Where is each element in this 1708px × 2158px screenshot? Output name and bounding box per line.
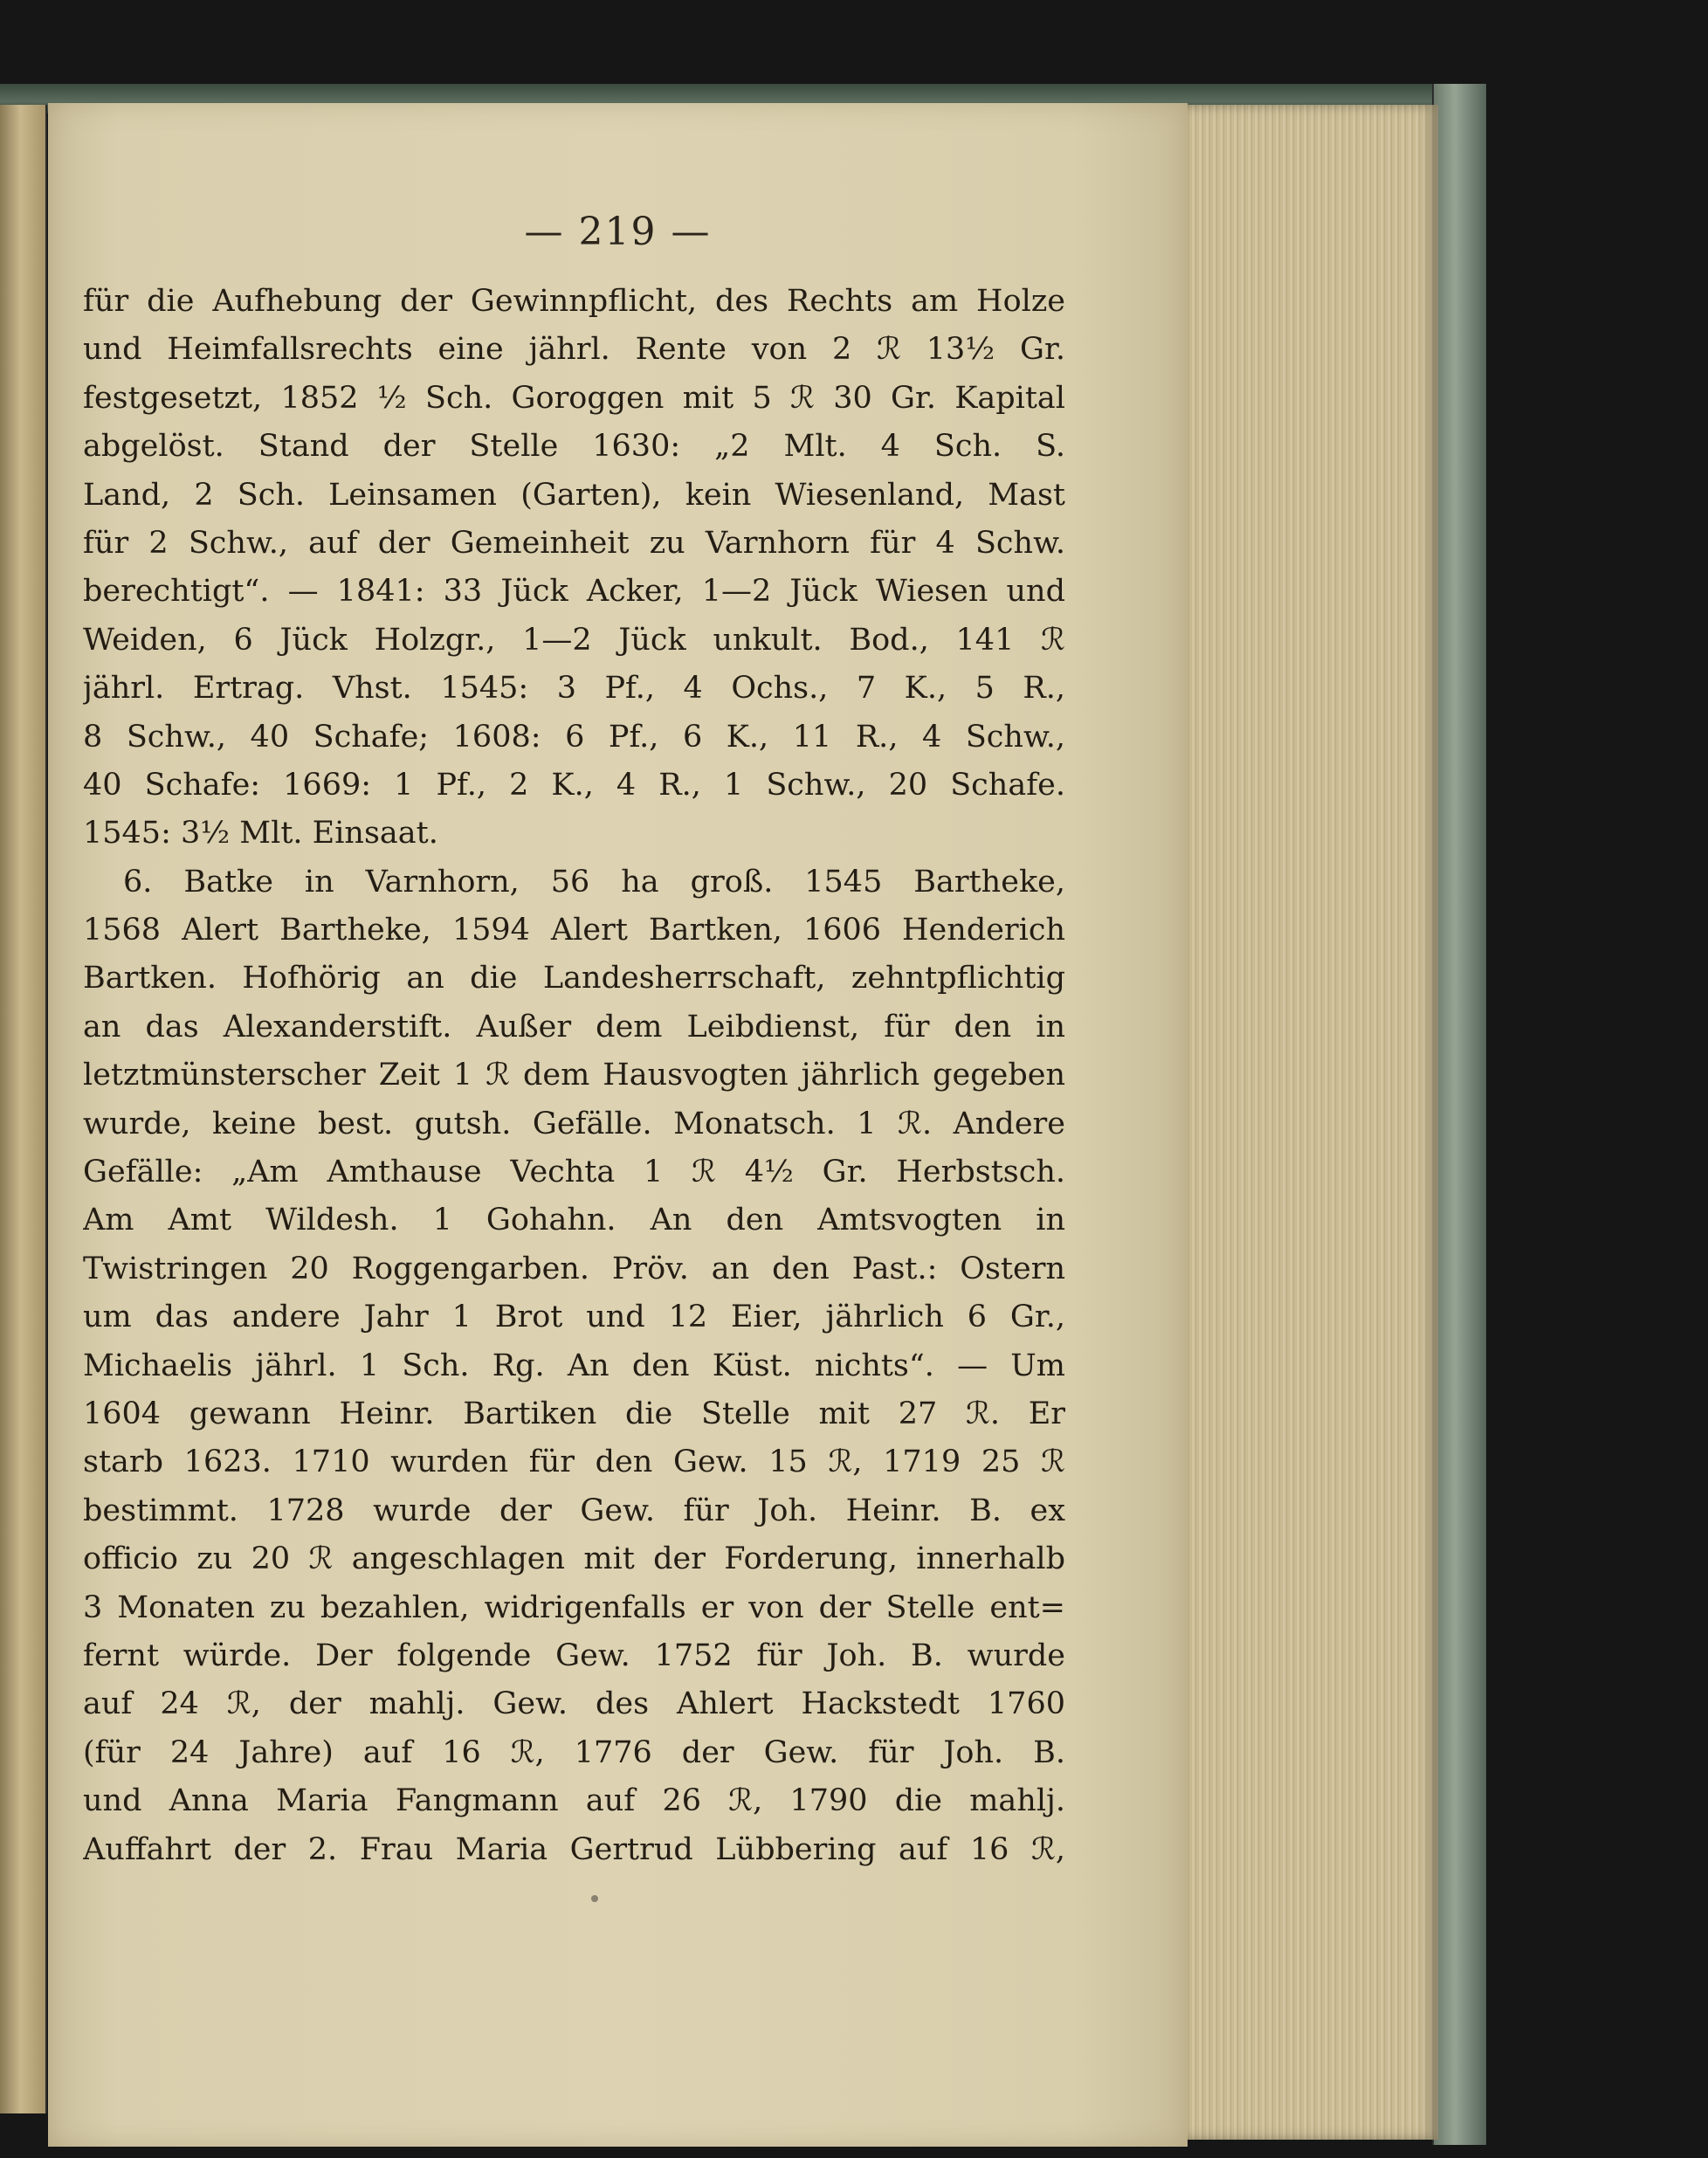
text-line: 8 Schw., 40 Schafe; 1608: 6 Pf., 6 K., 11 R., 4 Schw.,: [83, 719, 1065, 755]
text-line: für die Aufhebung der Gewinnpflicht, des Rechts am Holze: [83, 284, 1065, 319]
text-line: jährl. Ertrag. Vhst. 1545: 3 Pf., 4 Ochs., 7 K., 5 R.,: [83, 671, 1065, 707]
text-line: Auffahrt der 2. Frau Maria Gertrud Lübbering auf 16 ℛ,: [83, 1831, 1065, 1867]
text-line: Gefälle: „Am Amthause Vechta 1 ℛ 4½ Gr. Herbstsch.: [83, 1155, 1065, 1190]
text-line: 40 Schafe: 1669: 1 Pf., 2 K., 4 R., 1 Schw., 20 Schafe.: [83, 767, 1065, 803]
text-line: und Heimfallsrechts eine jährl. Rente von 2 ℛ 13½ Gr.: [83, 332, 1065, 368]
text-line: 1545: 3½ Mlt. Einsaat.: [83, 816, 438, 851]
text-line: berechtigt“. — 1841: 33 Jück Acker, 1—2 Jück Wiesen und: [83, 574, 1065, 610]
text-line: 1604 gewann Heinr. Bartiken die Stelle mit 27 ℛ. Er: [83, 1396, 1065, 1431]
text-line: 3 Monaten zu bezahlen, widrigenfalls er von der Stelle ent=: [83, 1589, 1065, 1625]
text-line: um das andere Jahr 1 Brot und 12 Eier, jährlich 6 Gr.,: [83, 1300, 1065, 1335]
text-line: Am Amt Wildesh. 1 Gohahn. An den Amtsvogten in: [83, 1203, 1065, 1238]
text-line: 1568 Alert Bartheke, 1594 Alert Bartken, 1606 Henderich: [83, 913, 1065, 948]
text-line: Bartken. Hofhörig an die Landesherrschaft, zehntpflichtig: [83, 961, 1065, 996]
previous-page-edge: [0, 105, 47, 2113]
text-line: Weiden, 6 Jück Holzgr., 1—2 Jück unkult. Bod., 141 ℛ: [83, 622, 1065, 658]
text-line: (für 24 Jahre) auf 16 ℛ, 1776 der Gew. für Joh. B.: [83, 1734, 1065, 1770]
paragraph-start-line: 6. Batke in Varnhorn, 56 ha groß. 1545 Bartheke,: [123, 864, 1065, 900]
text-line: Michaelis jährl. 1 Sch. Rg. An den Küst. nichts“. — Um: [83, 1348, 1065, 1383]
text-line: bestimmt. 1728 wurde der Gew. für Joh. Heinr. B. ex: [83, 1493, 1065, 1528]
text-line: und Anna Maria Fangmann auf 26 ℛ, 1790 die mahlj.: [83, 1783, 1065, 1819]
text-line: wurde, keine best. gutsh. Gefälle. Monatsch. 1 ℛ. Andere: [83, 1106, 1065, 1141]
text-line: an das Alexanderstift. Außer dem Leibdienst, für den in: [83, 1009, 1065, 1045]
text-line: abgelöst. Stand der Stelle 1630: „2 Mlt. 4 Sch. S.: [83, 429, 1065, 465]
page-number: — 219 —: [524, 210, 712, 254]
page-speck: [591, 1895, 598, 1902]
text-line: auf 24 ℛ, der mahlj. Gew. des Ahlert Hackstedt 1760: [83, 1686, 1065, 1722]
text-line: letztmünsterscher Zeit 1 ℛ dem Hausvogten jährlich gegeben: [83, 1058, 1065, 1093]
book-page: [48, 103, 1188, 2147]
text-line: fernt würde. Der folgende Gew. 1752 für Joh. B. wurde: [83, 1637, 1065, 1673]
body-text: [83, 278, 1065, 1874]
text-line: Twistringen 20 Roggengarben. Pröv. an den Past.: Ostern: [83, 1251, 1065, 1286]
text-line: officio zu 20 ℛ angeschlagen mit der Forderung, innerhalb: [83, 1541, 1065, 1577]
text-line: für 2 Schw., auf der Gemeinheit zu Varnhorn für 4 Schw.: [83, 525, 1065, 561]
text-line: starb 1623. 1710 wurden für den Gew. 15 ℛ, 1719 25 ℛ: [83, 1444, 1065, 1480]
page-stack-fore-edge: [1183, 105, 1438, 2140]
book-cover-right-edge: [1432, 84, 1486, 2145]
text-line: festgesetzt, 1852 ½ Sch. Goroggen mit 5 ℛ 30 Gr. Kapital: [83, 380, 1065, 416]
text-line: Land, 2 Sch. Leinsamen (Garten), kein Wiesenland, Mast: [83, 477, 1065, 513]
